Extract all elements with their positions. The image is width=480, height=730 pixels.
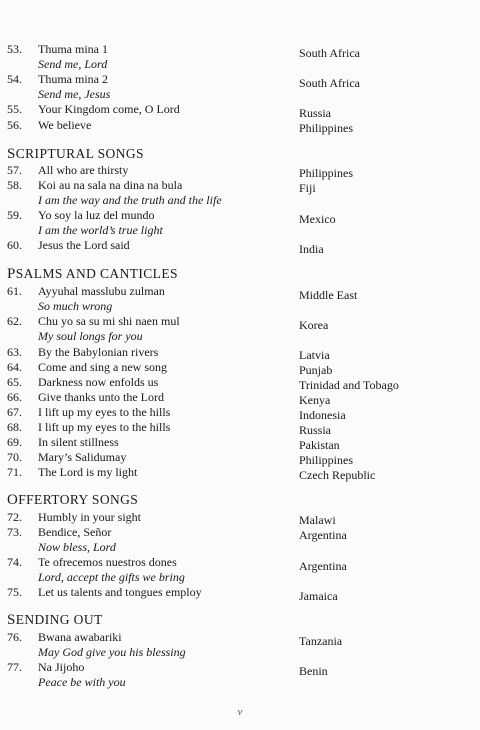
song-number: 76. [7, 630, 22, 644]
song-origin-country: South Africa [299, 76, 360, 90]
song-title: Bendice, Señor [38, 525, 112, 539]
song-translation: Peace be with you [38, 675, 126, 689]
song-title: Come and sing a new song [38, 360, 167, 374]
song-number: 58. [7, 178, 22, 192]
song-title: Bwana awabariki [38, 630, 122, 644]
song-title: Humbly in your sight [38, 510, 142, 524]
song-number: 68. [7, 420, 22, 434]
song-title: Te ofrecemos nuestros dones [38, 555, 177, 569]
song-title: All who are thirsty [38, 163, 129, 177]
song-number: 67. [7, 405, 22, 419]
song-origin-country: Czech Republic [299, 468, 376, 482]
song-origin-country: India [299, 242, 324, 256]
song-origin-country: Argentina [299, 528, 347, 542]
song-title: In silent stillness [38, 435, 119, 449]
song-title: Jesus the Lord said [38, 238, 130, 252]
song-translation: So much wrong [38, 299, 113, 313]
song-translation: Send me, Jesus [38, 87, 111, 101]
song-number: 70. [7, 450, 22, 464]
song-number: 72. [7, 510, 22, 524]
song-number: 53. [7, 42, 22, 56]
song-origin-country: Russia [299, 106, 332, 120]
song-number: 71. [7, 465, 22, 479]
song-origin-country: Malawi [299, 513, 336, 527]
song-origin-country: South Africa [299, 46, 360, 60]
song-translation: Send me, Lord [38, 57, 108, 71]
song-number: 63. [7, 345, 22, 359]
section-heading-rest: SALMS AND CANTICLES [15, 266, 178, 281]
song-number: 56. [7, 118, 22, 132]
song-title: I lift up my eyes to the hills [38, 405, 171, 419]
song-number: 57. [7, 163, 22, 177]
song-origin-country: Benin [299, 664, 328, 678]
song-title: The Lord is my light [38, 465, 138, 479]
section-heading [7, 146, 144, 162]
song-number: 73. [7, 525, 22, 539]
song-title: Mary’s Salidumay [38, 450, 127, 464]
section-heading-rest: FFERTORY SONGS [18, 492, 139, 507]
song-translation: Now bless, Lord [38, 540, 116, 554]
section-heading [7, 266, 178, 282]
song-title: Your Kingdom come, O Lord [38, 102, 180, 116]
song-number: 55. [7, 102, 22, 116]
song-number: 64. [7, 360, 22, 374]
song-title: Koi au na sala na dina na bula [38, 178, 183, 192]
song-title: By the Babylonian rivers [38, 345, 159, 359]
song-translation: I am the way and the truth and the life [38, 193, 222, 207]
song-number: 59. [7, 208, 22, 222]
section-heading [7, 492, 138, 508]
song-origin-country: Philippines [299, 166, 354, 180]
section-heading-initial: P [7, 266, 16, 282]
song-origin-country: Fiji [299, 181, 316, 195]
song-origin-country: Latvia [299, 348, 330, 362]
song-number: 74. [7, 555, 22, 569]
song-title: Ayyuhal masslubu zulman [38, 284, 165, 298]
song-origin-country: Pakistan [299, 438, 340, 452]
song-number: 62. [7, 314, 22, 328]
song-title: Thuma mina 2 [38, 72, 108, 86]
song-title: Give thanks unto the Lord [38, 390, 164, 404]
song-number: 65. [7, 375, 22, 389]
song-origin-country: Mexico [299, 212, 336, 226]
song-origin-country: Jamaica [299, 589, 338, 603]
section-heading-rest: CRIPTURAL SONGS [15, 146, 144, 161]
song-title: Chu yo sa su mi shi naen mul [38, 314, 180, 328]
song-origin-country: Indonesia [299, 408, 346, 422]
section-heading-initial: S [7, 612, 16, 628]
song-title: Let us talents and tongues employ [38, 585, 202, 599]
song-translation: I am the world’s true light [38, 223, 163, 237]
song-number: 66. [7, 390, 22, 404]
song-number: 77. [7, 660, 22, 674]
song-title: Yo soy la luz del mundo [38, 208, 155, 222]
section-heading-initial: S [7, 146, 16, 162]
song-origin-country: Trinidad and Tobago [299, 378, 399, 392]
song-number: 60. [7, 238, 22, 252]
song-translation: Lord, accept the gifts we bring [38, 570, 185, 584]
section-heading-initial: O [7, 492, 19, 508]
song-title: Thuma mina 1 [38, 42, 108, 56]
section-heading-rest: ENDING OUT [15, 612, 103, 627]
song-number: 69. [7, 435, 22, 449]
song-title: We believe [38, 118, 92, 132]
song-title: Darkness now enfolds us [38, 375, 159, 389]
song-origin-country: Middle East [299, 288, 358, 302]
song-number: 54. [7, 72, 22, 86]
song-title: I lift up my eyes to the hills [38, 420, 171, 434]
song-number: 75. [7, 585, 22, 599]
song-origin-country: Punjab [299, 363, 333, 377]
page-number: v [237, 706, 243, 718]
song-title: Na Jijoho [38, 660, 85, 674]
song-origin-country: Philippines [299, 121, 354, 135]
section-heading [7, 612, 103, 628]
song-translation: My soul longs for you [38, 329, 143, 343]
song-origin-country: Philippines [299, 453, 354, 467]
song-origin-country: Tanzania [299, 634, 343, 648]
song-origin-country: Kenya [299, 393, 331, 407]
song-origin-country: Argentina [299, 559, 347, 573]
song-origin-country: Korea [299, 318, 329, 332]
song-translation: May God give you his blessing [38, 645, 186, 659]
song-origin-country: Russia [299, 423, 332, 437]
song-number: 61. [7, 284, 22, 298]
